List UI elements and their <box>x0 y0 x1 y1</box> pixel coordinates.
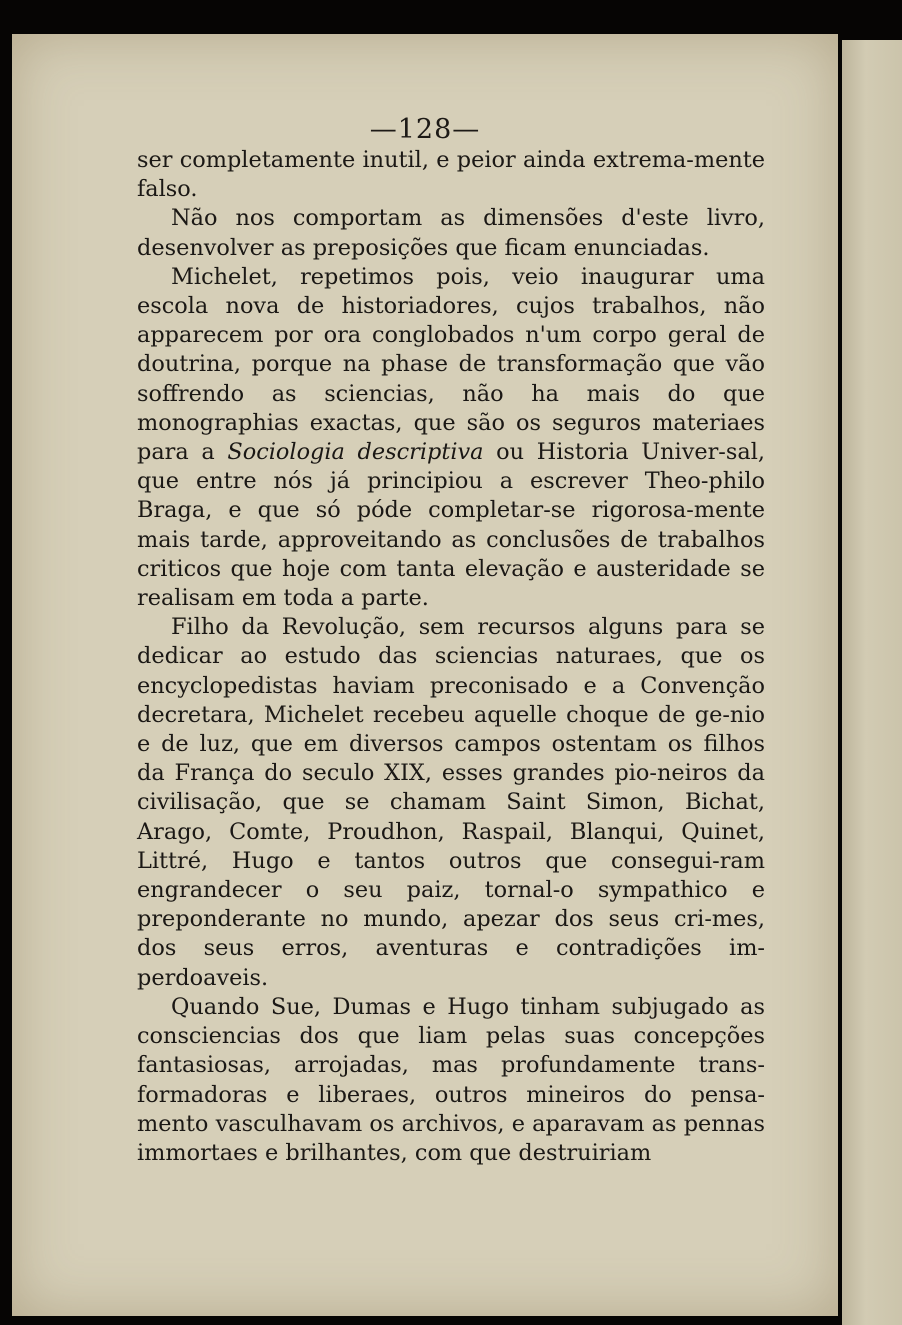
book-page <box>12 34 838 1316</box>
paragraph-3-text-end: ou Historia Univer-sal, que entre nós já principiou a escrever Theo-philo Braga, e que só póde completar-se rigorosa-mente mais tarde, approveitando as conclusões de trabalhos criticos que hoje com tanta elevação e austeridade se realisam em toda a parte. <box>137 439 765 612</box>
paragraph-1 <box>137 146 765 204</box>
adjacent-page-edge <box>842 40 902 1325</box>
paragraph-3-text: Michelet, repetimos pois, veio inaugurar uma escola nova de historiadores, cujos trabalhos, não apparecem por ora conglobados n'um corpo geral de doutrina, porque na phase de transformação que vão soffrendo as sciencias, não ha mais do que monographias exactas, que são os seguros materiaes para a <box>137 263 765 466</box>
paragraph-5 <box>137 993 765 1168</box>
paragraph-4-text: Filho da Revolução, sem recursos alguns para se dedicar ao estudo das sciencias naturaes, que os encyclopedistas haviam preconisado e a Convenção decretara, Michelet recebeu aquelle choque de ge-nio e de luz, que em diversos campos ostentam os filhos da França do seculo XIX, esses grandes pio-neiros da civilisação, que se chamam Saint Simon, Bichat, Arago, Comte, Proudhon, Raspail, Blanqui, Quinet, Littré, Hugo e tantos outros que consegui-ram engrandecer o seu paiz, tornal-o sympathico e preponderante no mundo, apezar dos seus cri-mes, dos seus erros, aventuras e contradições im-perdoaveis. <box>137 614 765 991</box>
paragraph-2 <box>137 204 765 262</box>
body-text <box>137 146 765 1168</box>
paragraph-5-text: Quando Sue, Dumas e Hugo tinham subjugado as consciencias dos que liam pelas suas concepções fantasiosas, arrojadas, mas profundamente trans-formadoras e liberaes, outros mineiros do pensa-mento vasculhavam os archivos, e aparavam as pennas immortaes e brilhantes, com que destruiriam <box>137 993 765 1166</box>
paragraph-4 <box>137 613 765 993</box>
paragraph-3 <box>137 263 765 613</box>
italic-title: Sociologia descriptiva <box>227 439 484 466</box>
paragraph-2-text: Não nos comportam as dimensões d'este livro, desenvolver as preposições que ficam enunciadas. <box>137 205 765 261</box>
page-number: —128— <box>369 114 481 145</box>
paragraph-1-text: ser completamente inutil, e peior ainda extrema-mente falso. <box>137 147 765 203</box>
